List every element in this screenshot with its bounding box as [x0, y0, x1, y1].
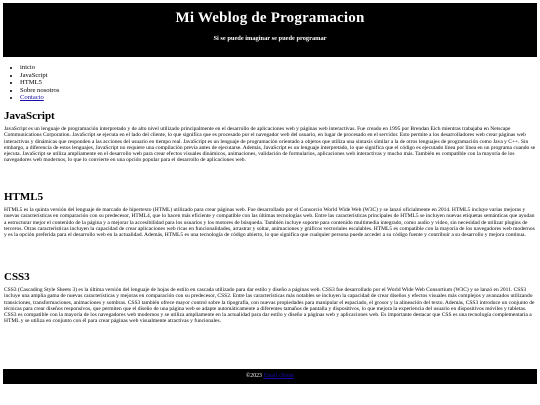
contacto-link[interactable]: Contacto [20, 94, 44, 102]
site-subtitle: Si se puede imaginar se puede programar [213, 35, 327, 42]
site-footer [3, 369, 537, 384]
nav-item-label: HTML5 [20, 79, 42, 87]
section-css3 [4, 271, 537, 325]
section-body: CSS3 (Cascading Style Sheets 3) es la última versión del lenguaje de hojas de estilo en cascada utilizado para dar estilo y diseño a páginas web. CSS3 fue desarrollado por el World Wide Web Consortium (W3C) y se lanzó en 2011. CSS3 incluye una amplia gama de nuevas características y mejoras en comparación con su predecesor, CSS2. Entre las características más notables se incluyen la capacidad de crear diseños y efectos visuales más complejos y avanzados utilizando transiciones, transformaciones, animaciones y sombras. CSS3 también ofrece mayor control sobre la tipografía, con nuevas propiedades para manipular el espaciado, el grosor y la alineación del texto. Además, CSS3 introduce un conjunto de técnicas para crear diseños responsivos, que permiten que el diseño de una página web se adapte automáticamente a diferentes tamaños de pantalla y dispositivos, lo que mejora la experiencia del usuario en dispositivos móviles y tabletas. CSS3 es compatible con la mayoría de los navegadores web modernos y se utiliza ampliamente en la actualidad para dar estilo y diseño a páginas web y aplicaciones web. Es importante destacar que CSS es una tecnología complementaria a HTML y se utiliza en conjunto con él para crear páginas web visualmente atractivas y funcionales. [4, 287, 535, 325]
nav-item-contacto [20, 94, 59, 102]
email-link[interactable]: Email cliente [263, 373, 295, 379]
section-html5 [4, 191, 537, 238]
nav-item-label: inicio [20, 64, 36, 71]
section-javascript [4, 110, 537, 164]
section-body: JavaScript es un lenguaje de programación interpretado y de alto nivel utilizado principalmente en el desarrollo de aplicaciones web y páginas web interactivas. Fue creado en 1995 por Brendan Eich mientras trabajaba en Netscape Communications Corporation. JavaScript se ejecuta en el lado del cliente, lo que significa que es procesado por el navegador web del usuario, en lugar de procesado en el servidor. Esto permite a los desarrolladores web crear páginas web interactivas y dinámicas que responden a las acciones del usuario en tiempo real. JavaScript es un lenguaje de programación orientado a objetos que utiliza una sintaxis similar a la de otros lenguajes de programación como Java y C++. Sin embargo, a diferencia de estos lenguajes, JavaScript no requiere una compilación previa antes de ejecutarse. Además, JavaScript es un lenguaje interpretado, lo que significa que el código es ejecutado línea por línea en un programa cuando se ejecuta. JavaScript se utiliza ampliamente en el desarrollo web para crear efectos visuales dinámicos, animaciones, validación de formularios, aplicaciones web interactivas y mucho más. También es compatible con la mayoría de los navegadores web modernos, lo que lo convierte en una opción popular para el desarrollo de aplicaciones web. [4, 126, 536, 164]
site-header [3, 3, 537, 57]
nav-item-html5 [20, 79, 59, 87]
nav-item-inicio [20, 64, 59, 72]
nav-item-javascript [20, 72, 59, 80]
nav-item-sobre-nosotros [20, 87, 59, 95]
main-nav [20, 64, 59, 102]
nav-item-label: JavaScript [20, 71, 48, 79]
section-heading: JavaScript [4, 110, 55, 122]
site-title: Mi Weblog de Programacion [175, 10, 365, 26]
section-heading: HTML5 [4, 191, 44, 203]
nav-item-label: Sobre nosotros [20, 86, 60, 94]
section-heading: CSS3 [4, 271, 30, 283]
copyright-text: ©2023 [245, 373, 262, 379]
section-body: HTML5 es la quinta versión del lenguaje de marcado de hipertexto (HTML) utilizado para crear páginas web. Fue desarrollado por el Consorcio World Wide Web (W3C) y se lanzó oficialmente en 2014. HTML5 incluye varias mejoras y nuevas características en comparación con su predecesor, HTML4, que lo hacen más eficiente y compatible con las últimas tecnologías web. Entre las características principales de HTML5 se incluyen nuevas etiquetas semánticas que ayudan a estructurar mejor el contenido de la página y a mejorar la accesibilidad para los usuarios y los motores de búsqueda. También incluye soporte para contenido multimedia integrado, como audio y video, sin necesidad de utilizar plugins de terceros. Otras características incluyen la capacidad de crear aplicaciones web ricas en funcionalidades, arrastrar y soltar, animaciones y gráficos vectoriales escalables. HTML5 es compatible con la mayoría de los navegadores web modernos y es la opción preferida para el desarrollo web en la actualidad. Además, HTML5 es una tecnología de código abierto, lo que significa que cualquier persona puede acceder a su código fuente y contribuir a su desarrollo y mejora continua. [4, 207, 535, 239]
